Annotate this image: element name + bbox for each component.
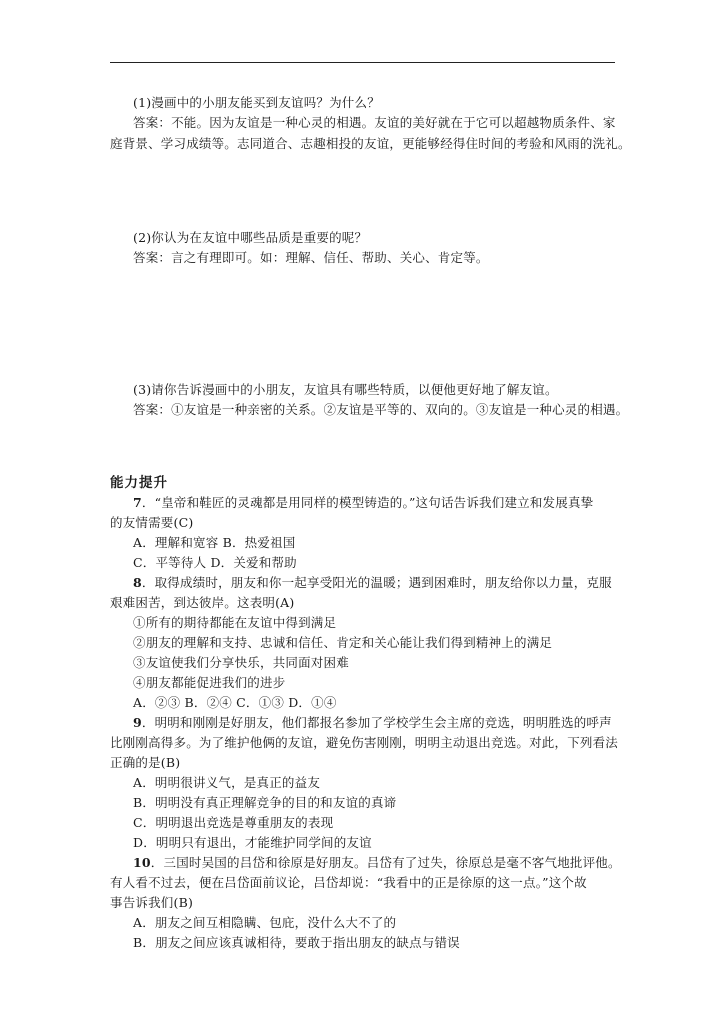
- q10-stem-line1: [133, 853, 621, 873]
- sub1-answer-line2: 庭背景、学习成绩等。志同道合、志趣相投的友谊，更能够经得住时间的考验和风雨的洗礼。: [110, 136, 631, 151]
- q9-stem-line3: 正确的是(B): [110, 755, 181, 770]
- q7-number: 7: [133, 495, 142, 510]
- q8-stem-line1: [133, 573, 612, 593]
- q8-item1: ①所有的期待都能在友谊中得到满足: [133, 615, 337, 630]
- q9-option-c: C．明明退出竞选是尊重朋友的表现: [133, 815, 334, 830]
- q7-stem-line2: 的友情需要(C): [110, 515, 194, 530]
- q9-option-b: B．明明没有真正理解竞争的目的和友谊的真谛: [133, 795, 397, 810]
- q8-item2: ②朋友的理解和支持、忠诚和信任、肯定和关心能让我们得到精神上的满足: [133, 635, 553, 650]
- q8-item4: ④朋友都能促进我们的进步: [133, 675, 286, 690]
- q10-stem-text: ．三国时吴国的吕岱和徐原是好朋友。吕岱有了过失，徐原总是毫不客气地批评他。: [150, 855, 621, 870]
- section-title: 能力提升: [110, 475, 168, 491]
- q8-stem-text: ．取得成绩时，朋友和你一起享受阳光的温暖；遇到困难时，朋友给你以力量，克服: [141, 575, 612, 590]
- q10-stem-line3: 事告诉我们(B): [110, 895, 194, 910]
- q9-stem-line1: [133, 713, 612, 733]
- q7-options-line1: A．理解和宽容 B．热爱祖国: [133, 535, 296, 550]
- q7-stem-line1: [133, 493, 593, 513]
- sub3-answer: 答案：①友谊是一种亲密的关系。②友谊是平等的、双向的。③友谊是一种心灵的相遇。: [133, 402, 629, 417]
- q8-item3: ③友谊使我们分享快乐，共同面对困难: [133, 655, 349, 670]
- q9-option-a: A．明明很讲义气，是真正的益友: [133, 775, 321, 790]
- q8-options: A．②③ B．②④ C．①③ D．①④: [133, 695, 337, 710]
- q9-option-d: D．明明只有退出，才能维护同学间的友谊: [133, 835, 372, 850]
- q7-stem-text: ．“皇帝和鞋匠的灵魂都是用同样的模型铸造的。”这句话告诉我们建立和发展真挚: [141, 495, 594, 510]
- q10-option-b: B．朋友之间应该真诚相待，要敢于指出朋友的缺点与错误: [133, 935, 460, 950]
- q10-number: 10: [133, 855, 151, 870]
- q10-stem-line2: 有人看不过去，便在吕岱面前议论，吕岱却说：“我看中的正是徐原的这一点。”这个故: [110, 875, 587, 890]
- sub3-question: (3)请你告诉漫画中的小朋友，友谊具有哪些特质，以便他更好地了解友谊。: [133, 382, 558, 397]
- sub2-answer: 答案：言之有理即可。如：理解、信任、帮助、关心、肯定等。: [133, 250, 489, 265]
- q10-option-a: A．朋友之间互相隐瞒、包庇，没什么大不了的: [133, 915, 397, 930]
- q7-options-line2: C．平等待人 D．关爱和帮助: [133, 555, 297, 570]
- q9-number: 9: [133, 715, 142, 730]
- q9-stem-text: ．明明和刚刚是好朋友，他们都报名参加了学校学生会主席的竞选，明明胜选的呼声: [141, 715, 612, 730]
- q8-number: 8: [133, 575, 142, 590]
- sub1-question: (1)漫画中的小朋友能买到友谊吗？为什么？: [133, 95, 380, 110]
- header-rule: [110, 62, 615, 63]
- sub2-question: (2)你认为在友谊中哪些品质是重要的呢？: [133, 230, 368, 245]
- sub1-answer-line1: 答案：不能。因为友谊是一种心灵的相遇。友谊的美好就在于它可以超越物质条件、家: [133, 115, 616, 130]
- q9-stem-line2: 比刚刚高得多。为了维护他俩的友谊，避免伤害刚刚，明明主动退出竞选。对此，下列看法: [110, 735, 619, 750]
- q8-stem-line2: 艰难困苦，到达彼岸。这表明(A): [110, 595, 295, 610]
